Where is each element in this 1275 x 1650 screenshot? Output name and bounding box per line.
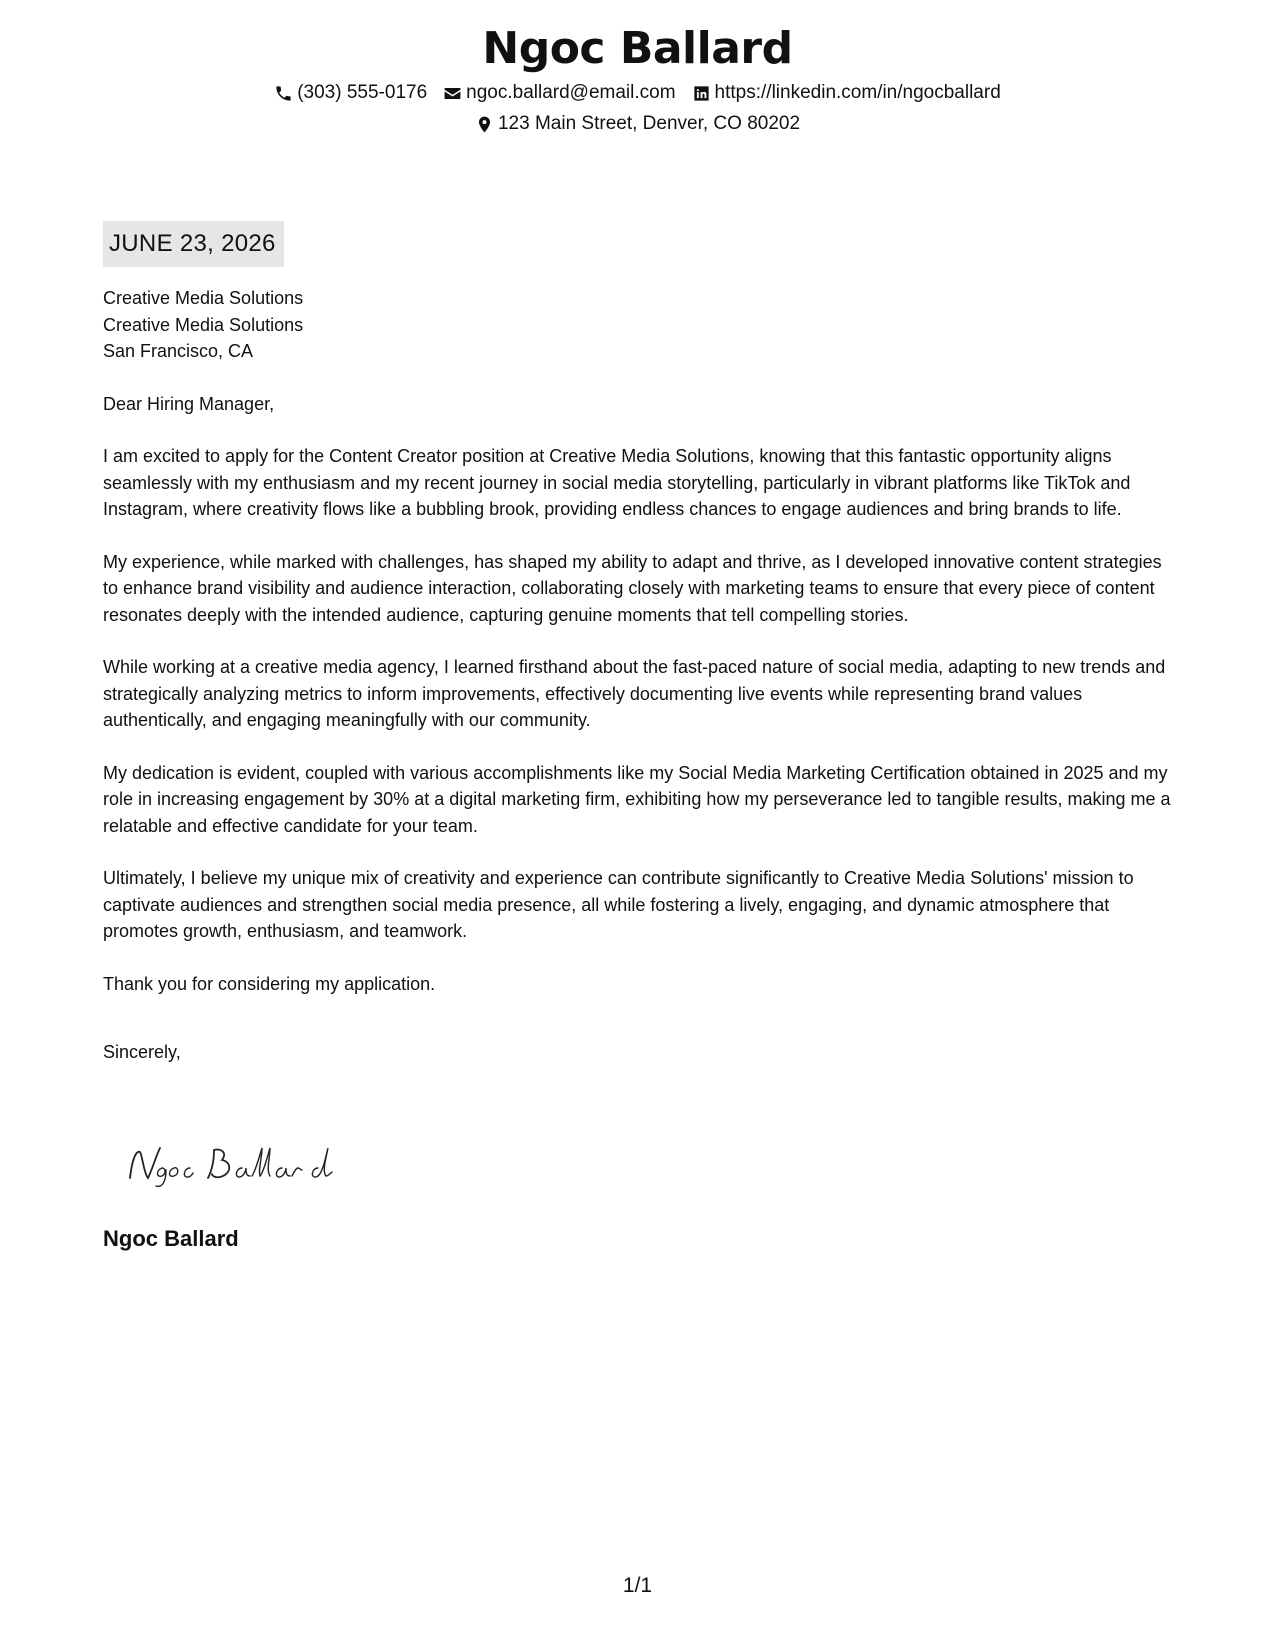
address-contact <box>475 111 800 137</box>
paragraph-intro: I am excited to apply for the Content Creator position at Creative Media Solutions, knowing that this fantastic opportunity aligns seamlessly with my enthusiasm and my recent journey in social media storytelling, particularly in vibrant platforms like TikTok and Instagram, where creativity flows like a bubbling brook, providing endless chances to engage audiences and bring brands to life. <box>103 446 1131 519</box>
paragraph-accomplishments: My dedication is evident, coupled with various accomplishments like my Social Media Marketing Certification obtained in 2025 and my role in increasing engagement by 30% at a digital marketing firm, exhibiting how my perseverance led to tangible results, making me a relatable and effective candidate for your team. <box>103 762 1171 836</box>
paragraph-thanks: Thank you for considering my application. <box>103 973 436 994</box>
map-pin-icon <box>475 115 494 134</box>
linkedin-contact <box>692 80 1001 106</box>
paragraph-experience: My experience, while marked with challenges, has shaped my ability to adapt and thrive, as I developed innovative content strategies to enhance brand visibility and audience interaction, collaborating closely with marketing teams to ensure that every piece of content resonates deeply with the intended audience, capturing genuine moments that tell compelling stories. <box>103 551 1162 625</box>
closing: Sincerely, <box>103 1042 181 1062</box>
recipient-line-3: San Francisco, CA <box>103 341 254 361</box>
applicant-name-title: Ngoc Ballard <box>482 23 793 74</box>
paragraph-conclusion: Ultimately, I believe my unique mix of creativity and experience can contribute significantly to Creative Media Solutions' mission to captivate audiences and strengthen social media presence, all while fostering a lively, engaging, and dynamic atmosphere that promotes growth, enthusiasm, and teamwork. <box>103 868 1134 941</box>
recipient-line-2: Creative Media Solutions <box>103 314 304 335</box>
linkedin-url[interactable]: https://linkedin.com/in/ngocballard <box>714 82 1001 103</box>
letter-header <box>0 22 1275 137</box>
envelope-icon <box>443 84 462 103</box>
street-address: 123 Main Street, Denver, CO 80202 <box>497 113 801 134</box>
letter-body <box>103 285 1178 1066</box>
recipient-line-1: Creative Media Solutions <box>103 288 304 308</box>
linkedin-icon <box>692 84 711 103</box>
handwritten-signature <box>122 1140 352 1190</box>
email-contact <box>443 80 675 106</box>
signer-name: Ngoc Ballard <box>103 1226 239 1251</box>
salutation: Dear Hiring Manager, <box>103 393 275 414</box>
paragraph-agency: While working at a creative media agency, I learned firsthand about the fast-paced nature of social media, adapting to new trends and strategically analyzing metrics to inform improvements, effectively documenting live events while representing brand values authentically, and engaging meaningfully with our community. <box>103 657 1166 730</box>
email-address[interactable]: ngoc.ballard@email.com <box>466 82 676 103</box>
address-line <box>0 111 1275 137</box>
contact-line <box>0 80 1275 106</box>
letter-date: JUNE 23, 2026 <box>103 221 284 267</box>
phone-contact <box>274 80 427 106</box>
phone-number: (303) 555-0176 <box>297 82 428 103</box>
phone-icon <box>274 84 293 103</box>
recipient-block <box>103 285 1178 365</box>
page-number: 1/1 <box>622 1574 653 1597</box>
